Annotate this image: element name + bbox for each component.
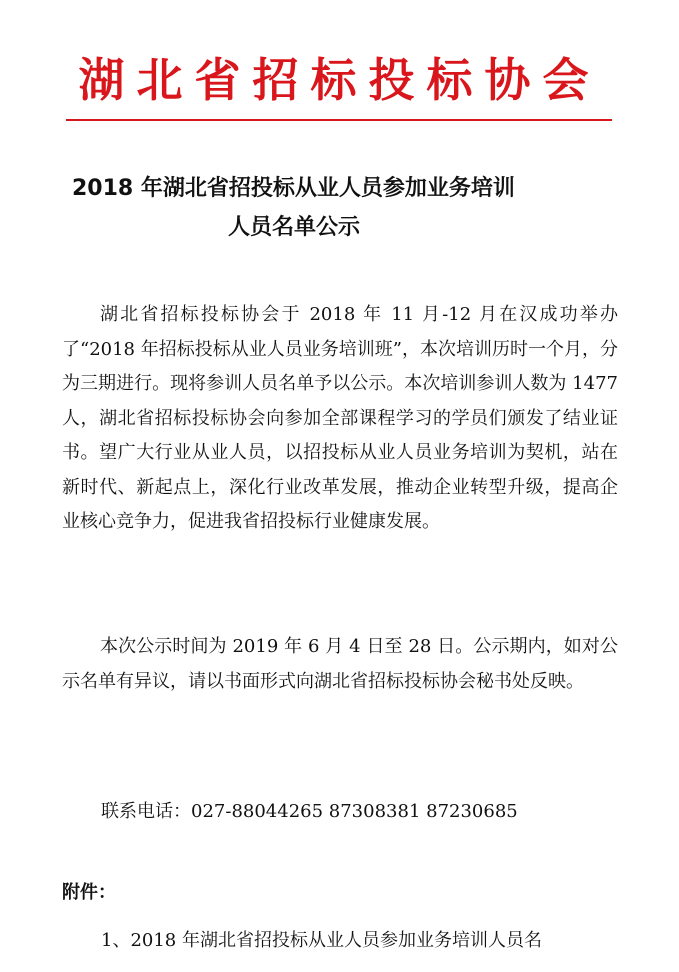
document-title-line-1: 2018 年湖北省招投标从业人员参加业务培训: [72, 176, 515, 201]
contact-phones: 027-88044265 87308381 87230685: [191, 801, 518, 822]
contact-label: 联系电话：: [101, 801, 191, 822]
masthead-org-name: 湖北省招标投标协会: [78, 53, 601, 107]
contact-line: [101, 797, 518, 827]
masthead-divider: [66, 119, 612, 121]
attachments-heading: 附件：: [62, 882, 116, 903]
document-title-line-2: 人员名单公示: [228, 215, 361, 240]
attachment-item: 1、2018 年湖北省招投标从业人员参加业务培训人员名: [101, 930, 542, 951]
body-paragraph-2: 本次公示时间为 2019 年 6 月 4 日至 28 日。公示期内，如对公示名单有异议，请以书面形式向湖北省招标投标协会秘书处反映。: [62, 636, 618, 692]
body-paragraph-1: 湖北省招标投标协会于 2018 年 11 月-12 月在汉成功举办了“2018 年招标投标从业人员业务培训班”，本次培训历时一个月，分为三期进行。现将参训人员名单予以公示。本次培训参训人数为 1477 人，湖北省招标投标协会向参加全部课程学习的学员们颁发了结业证书。望广大行业从业人员，以招投标从业人员业务培训为契机，站在新时代、新起点上，深化行业改革发展，推动企业转型升级，提高企业核心竞争力，促进我省招投标行业健康发展。: [62, 304, 618, 532]
